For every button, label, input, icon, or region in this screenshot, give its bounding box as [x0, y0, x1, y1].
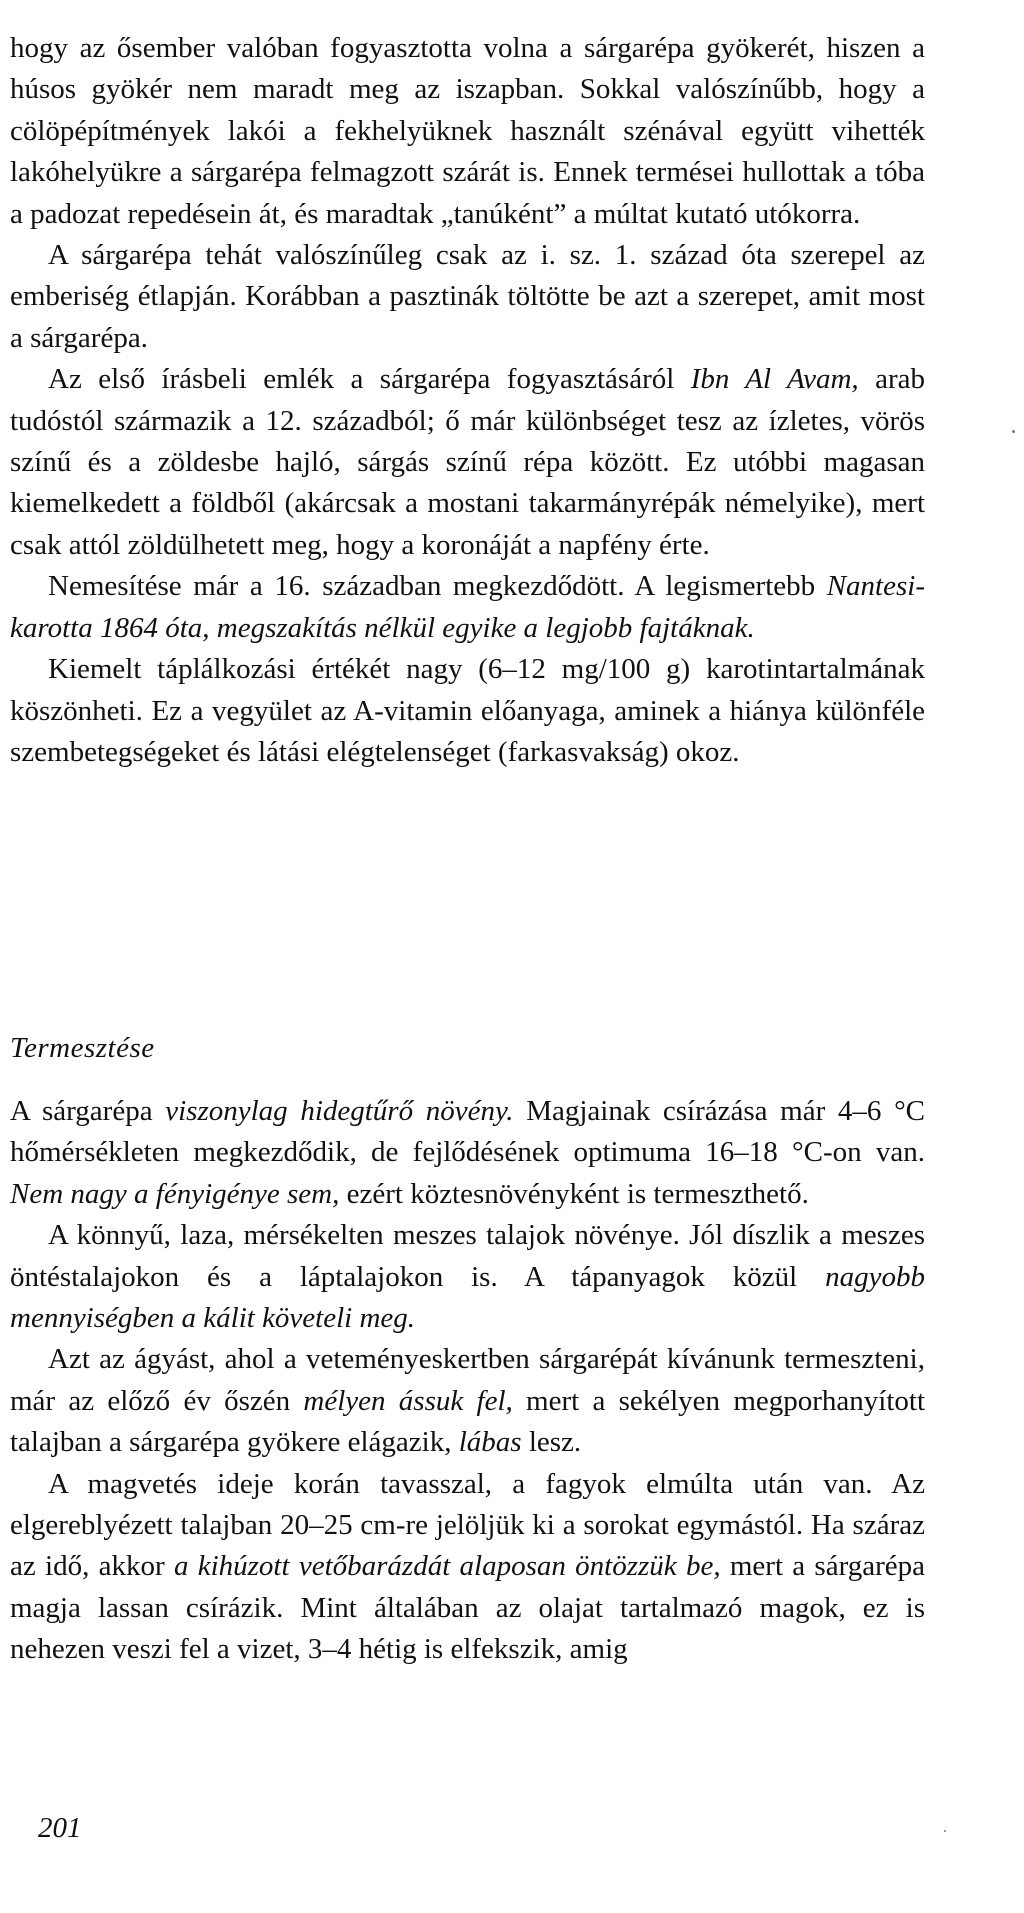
italic-text-run: nagyobb mennyiségben a kálit követeli meg.	[10, 1260, 925, 1335]
paragraph: Kiemelt táplálkozási értékét nagy (6–12 mg/100 g) karotintartalmának köszönheti. Ez a vegyület az A-vitamin előanyaga, aminek a hiánya különféle szembetegségeket és látási elégtelenséget (farkasvakság) okoz.	[10, 653, 925, 768]
italic-text-run: viszonylag hidegtűrő növény.	[165, 1095, 514, 1127]
text-run: mert a sárgarépa magja lassan csírázik. Mint általában az olajat tartalmazó magok, ez is nehezen veszi fel a vizet, 3–4 hétig is elfekszik, amig	[10, 1550, 925, 1666]
paragraph: hogy az ősember valóban fogyasztotta volna a sárgarépa gyökerét, hiszen a húsos gyökér nem maradt meg az iszapban. Sokkal valószínűbb, hogy a cölöpépítmények lakói a fekhelyüknek használt szénával együtt vihették lakóhelyükre a sárgarépa felmagzott szárát is. Ennek termései hullottak a tóba a padozat repedésein át, és maradtak „tanúként” a múltat kutató utókorra.	[10, 32, 925, 230]
text-section-cultivation	[10, 1091, 925, 1671]
page-number: 201	[38, 1812, 82, 1844]
paragraph	[10, 1091, 925, 1215]
text-run: arab tudóstól származik a 12. századból; ő már különbséget tesz az ízletes, vörös színű és a zöldesbe hajló, sárgás színű répa között. Ez utóbbi magasan kiemelkedett a földből (akárcsak a mostani takarmányrépák némelyike), mert csak attól zöldülhetett meg, hogy a koronáját a napfény érte.	[10, 363, 925, 561]
italic-text-run: a kihúzott vetőbarázdát alaposan öntözzük be,	[173, 1550, 721, 1583]
italic-text-run: Ibn Al Avam,	[690, 363, 859, 396]
text-run: A sárgarépa	[10, 1095, 166, 1127]
text-run: A könnyű, laza, mérsékelten meszes talajok növénye. Jól díszlik a meszes öntéstalajokon és a láptalajokon is. A tápanyagok közül	[10, 1219, 925, 1293]
text-run: Magjainak csírázása már 4–6 °C hőmérsékleten megkezdődik, de fejlődésének optimuma 16–18 °C-on van.	[10, 1095, 926, 1169]
italic-text-run: mélyen ássuk fel,	[303, 1384, 513, 1417]
italic-text-run: Nantesi-karotta 1864 óta, megszakítás nélkül egyike a legjobb fajtáknak.	[10, 570, 925, 644]
paragraph	[10, 1215, 925, 1339]
paragraph: A sárgarépa tehát valószínűleg csak az i. sz. 1. század óta szerepel az emberiség étlapján. Korábban a pasztinák töltötte be azt a szerepet, amit most a sárgarépa.	[10, 239, 925, 354]
text-run: A magvetés ideje korán tavasszal, a fagyok elmúlta után van. Az elgereblyézett talajban 20–25 cm-re jelöljük ki a sorokat egymástól. Ha száraz az idő, akkor	[10, 1467, 925, 1583]
paragraph	[10, 566, 925, 649]
text-run: ezért köztesnövényként is termeszthető.	[339, 1177, 809, 1210]
paragraph	[10, 359, 925, 566]
text-run: Nemesítése már a 16. században megkezdődött. A legismertebb	[48, 570, 827, 603]
scan-speck	[944, 1830, 946, 1832]
text-run: lesz.	[521, 1426, 582, 1459]
text-section-intro	[10, 28, 925, 773]
italic-text-run: Nem nagy a fényigénye sem,	[10, 1177, 340, 1210]
paragraph	[10, 1464, 925, 1671]
section-heading: Termesztése	[10, 1032, 155, 1064]
text-run: mert a sekélyen megporhanyított talajban a sárgarépa gyökere elágazik,	[10, 1384, 925, 1459]
paragraph	[10, 1339, 925, 1463]
italic-text-run: lábas	[458, 1426, 522, 1459]
text-run: Azt az ágyást, ahol a veteményeskertben sárgarépát kívánunk termeszteni, már az előző év őszén	[10, 1343, 925, 1417]
scan-speck	[1012, 430, 1015, 433]
text-run: Az első írásbeli emlék a sárgarépa fogyasztásáról	[48, 363, 691, 396]
